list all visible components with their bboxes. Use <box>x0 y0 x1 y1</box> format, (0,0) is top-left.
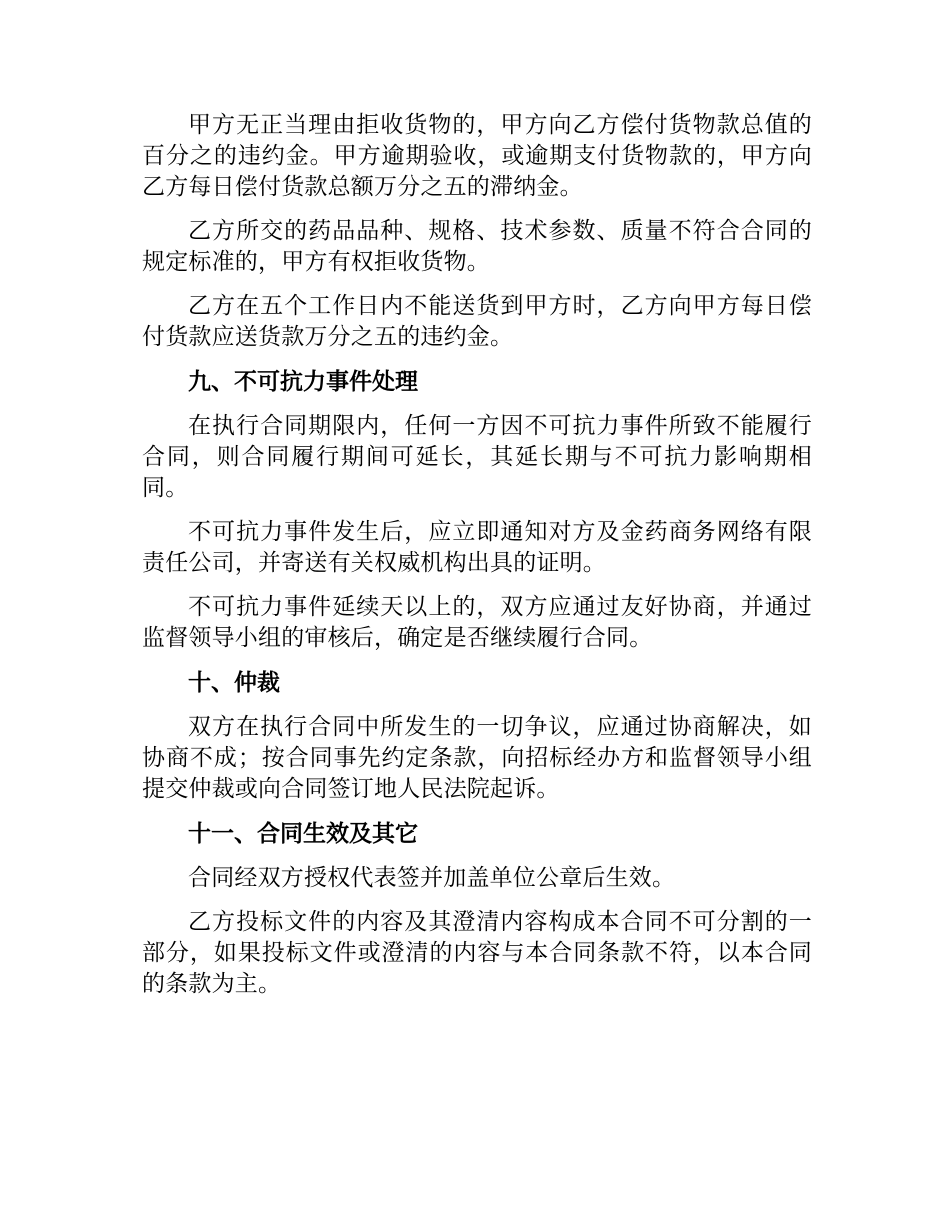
paragraph-arbitration: 双方在执行合同中所发生的一切争议，应通过协商解决，如协商不成；按合同事先约定条款，向招标经办方和监督领导小组提交仲裁或向合同签订地人民法院起诉。 <box>142 714 812 802</box>
paragraph-effective-upon-signing: 合同经双方授权代表签并加盖单位公章后生效。 <box>188 865 676 891</box>
paragraph-quality-rejection: 乙方所交的药品品种、规格、技术参数、质量不符合合同的规定标准的，甲方有权拒收货物。 <box>142 218 812 275</box>
paragraph-force-majeure-notice: 不可抗力事件发生后，应立即通知对方及金药商务网络有限责任公司，并寄送有关权威机构出具的证明。 <box>142 519 812 576</box>
paragraph-bid-documents: 乙方投标文件的内容及其澄清内容构成本合同不可分割的一部分，如果投标文件或澄清的内容与本合同条款不符，以本合同的条款为主。 <box>142 909 812 997</box>
document-page <box>142 110 812 1013</box>
paragraph-force-majeure-continuation: 不可抗力事件延续天以上的，双方应通过友好协商，并通过监督领导小组的审核后，确定是否继续履行合同。 <box>142 594 812 651</box>
section-heading-arbitration: 十、仲裁 <box>188 669 280 696</box>
paragraph-force-majeure-extension: 在执行合同期限内，任何一方因不可抗力事件所致不能履行合同，则合同履行期间可延长，其延长期与不可抗力影响期相同。 <box>142 413 812 501</box>
paragraph-delivery-penalty: 乙方在五个工作日内不能送货到甲方时，乙方向甲方每日偿付货款应送货款万分之五的违约金。 <box>142 293 812 350</box>
section-heading-force-majeure: 九、不可抗力事件处理 <box>188 368 418 395</box>
section-heading-effectiveness: 十一、合同生效及其它 <box>188 820 418 847</box>
paragraph-penalty-rejection: 甲方无正当理由拒收货物的，甲方向乙方偿付货物款总值的百分之的违约金。甲方逾期验收，或逾期支付货物款的，甲方向乙方每日偿付货款总额万分之五的滞纳金。 <box>142 112 812 200</box>
